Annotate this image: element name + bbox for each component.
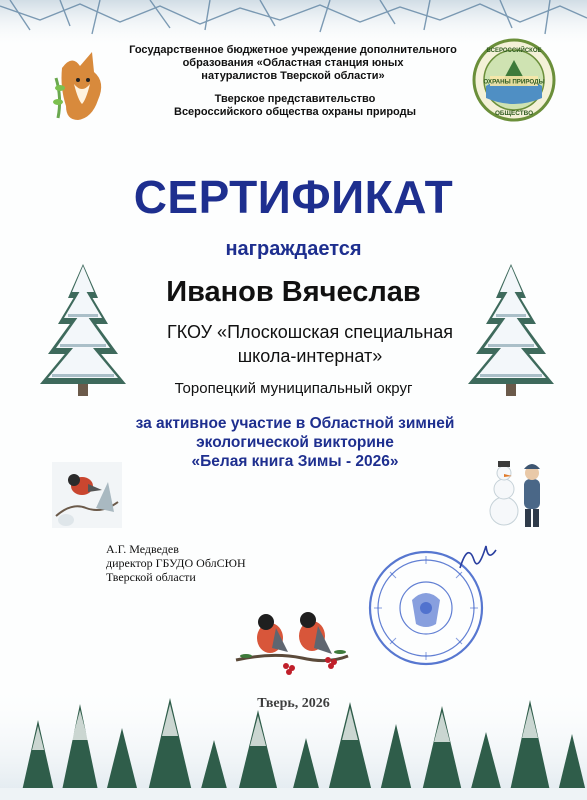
signatory-line: директор ГБУДО ОблСЮН bbox=[106, 556, 246, 570]
awarded-text: награждается bbox=[225, 238, 362, 260]
organization-line: Государственное бюджетное учреждение дополнительного bbox=[129, 44, 457, 56]
school-name: ГКОУ «Плоскошская специальная школа-интернат» bbox=[166, 322, 453, 366]
reason-line: экологической викторине bbox=[196, 434, 394, 451]
snowman-illustration-icon bbox=[480, 455, 550, 531]
representation-line: Всероссийского общества охраны природы bbox=[174, 106, 416, 118]
certificate-title: СЕРТИФИКАТ bbox=[133, 171, 454, 223]
district-name: Торопецкий муниципальный округ bbox=[174, 380, 413, 397]
recipient-name: Иванов Вячеслав bbox=[166, 276, 421, 308]
organization-line: образования «Областная станция юных bbox=[182, 57, 404, 69]
emblem-bottom-text: ОБЩЕСТВО bbox=[494, 110, 534, 117]
emblem-middle-text: ОХРАНЫ ПРИРОДЫ bbox=[483, 78, 545, 86]
representation-name bbox=[140, 93, 450, 119]
organization-line: натуралистов Тверской области» bbox=[201, 70, 385, 82]
reason-line: «Белая книга Зимы - 2026» bbox=[191, 453, 399, 470]
forest-border-bottom bbox=[0, 680, 587, 800]
winter-bird-illustration-icon bbox=[52, 462, 122, 528]
representation-line: Тверское представительство bbox=[214, 93, 376, 105]
signatory-block bbox=[106, 542, 306, 584]
emblem-top-text: ВСЕРОССИЙСКОЕ bbox=[486, 48, 542, 54]
official-stamp-icon bbox=[364, 538, 508, 668]
signatory-line: А.Г. Медведев bbox=[106, 542, 179, 556]
reason-line: за активное участие в Областной зимней bbox=[135, 415, 455, 432]
society-emblem-icon bbox=[472, 38, 556, 122]
fox-logo-icon bbox=[52, 48, 112, 124]
snowy-tree-icon bbox=[466, 262, 556, 398]
award-reason bbox=[100, 414, 490, 471]
snowy-tree-icon bbox=[38, 262, 128, 398]
signatory-line: Тверской области bbox=[106, 570, 196, 584]
bullfinches-illustration-icon bbox=[232, 608, 352, 678]
organization-name bbox=[112, 44, 474, 83]
